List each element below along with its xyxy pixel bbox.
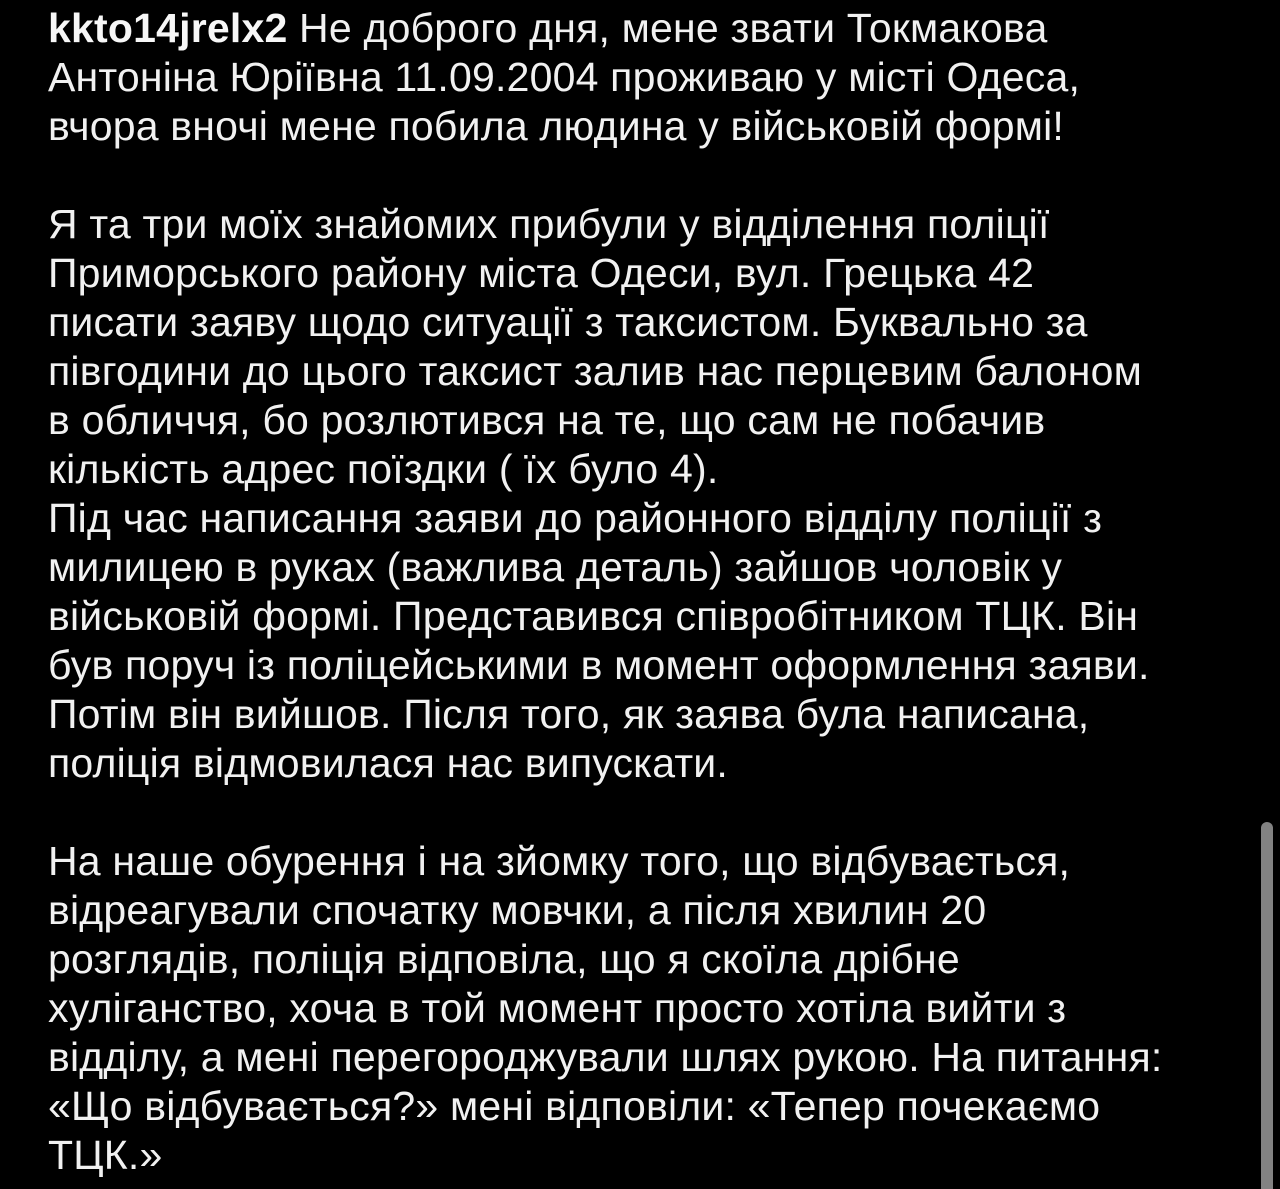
caption-line: півгодини до цього таксист залив нас перцевим балоном [48, 348, 1142, 394]
caption-line: відреагували спочатку мовчки, а після хвилин 20 [48, 887, 987, 933]
caption-line: в обличчя, бо розлютився на те, що сам не побачив [48, 397, 1046, 443]
caption-line: поліція відмовилася нас випускати. [48, 740, 728, 786]
paragraph-gap [48, 788, 1250, 837]
caption-line: писати заяву щодо ситуації з таксистом. Буквально за [48, 299, 1088, 345]
caption-line: хуліганство, хоча в той момент просто хотіла вийти з [48, 985, 1067, 1031]
caption-line: ТЦК.» [48, 1132, 163, 1178]
caption-line: кількість адрес поїздки ( їх було 4). [48, 446, 719, 492]
caption-line: розглядів, поліція відповіла, що я скоїла дрібне [48, 936, 960, 982]
caption-line: військовій формі. Представився співробітником ТЦК. Він [48, 593, 1139, 639]
caption-line: милицею в руках (важлива деталь) зайшов чоловік у [48, 544, 1063, 590]
caption-line [48, 4, 1250, 53]
caption-line: На наше обурення і на зйомку того, що відбувається, [48, 838, 1071, 884]
caption-line: «Що відбувається?» мені відповіли: «Тепер почекаємо [48, 1083, 1101, 1129]
caption-line: Антоніна Юріївна 11.09.2004 проживаю у місті Одеса, [48, 54, 1081, 100]
scrollbar-thumb[interactable] [1261, 822, 1273, 1189]
caption-line: Потім він вийшов. Після того, як заява була написана, [48, 691, 1090, 737]
username-link[interactable]: kkto14jrelx2 [48, 5, 288, 51]
caption-line: Під час написання заяви до районного відділу поліції з [48, 495, 1103, 541]
caption-line: Приморського району міста Одеси, вул. Грецька 42 [48, 250, 1035, 296]
caption-line: Я та три моїх знайомих прибули у відділення поліції [48, 201, 1050, 247]
caption-line: вчора вночі мене побила людина у військовій формі! [48, 103, 1065, 149]
caption-text: Не доброго дня, мене звати Токмакова [287, 5, 1048, 51]
post-caption [48, 4, 1250, 1180]
caption-line: був поруч із поліцейськими в момент оформлення заяви. [48, 642, 1150, 688]
paragraph-gap [48, 151, 1250, 200]
caption-line: відділу, а мені перегороджували шлях рукою. На питання: [48, 1034, 1163, 1080]
